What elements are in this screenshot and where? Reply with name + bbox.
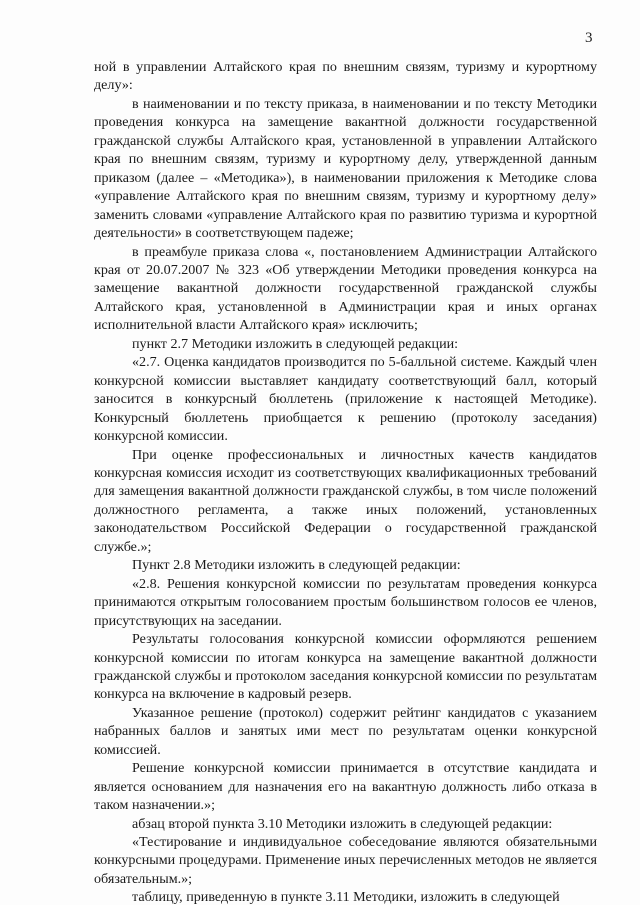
paragraph-item-3-10-intro: абзац второй пункта 3.10 Методики изложить в следующей редакции: [132,815,553,832]
paragraph-item-2-8-text: «2.8. Решения конкурсной комиссии по результатам проведения конкурса принимаются открытым голосованием простым большинством голосов ее членов, присутствующих на заседании. [94,575,597,629]
paragraph-item-2-7-intro: пункт 2.7 Методики изложить в следующей редакции: [132,335,459,352]
paragraph-rating: Указанное решение (протокол) содержит рейтинг кандидатов с указанием набранных баллов и занятых ими мест по результатам оценки конкурсной комиссией. [94,704,597,758]
paragraph-item-2-7-text: «2.7. Оценка кандидатов производится по 5-балльной системе. Каждый член конкурсной комиссии выставляет кандидату соответствующий балл, который заносится в конкурсный бюллетень (приложение к настоящей Методике). Конкурсный бюллетень приобщается к решению (протоколу заседания) конкурсной комиссии. [94,354,597,445]
page-number: 3 [585,30,593,46]
paragraph-item-3-11-intro: таблицу, приведенную в пункте 3.11 Методики, изложить в следующей [132,889,560,906]
paragraph-voting-results: Результаты голосования конкурсной комиссии оформляются решением конкурсной комиссии по итогам конкурса на замещение вакантной должности гражданской службы и протоколом заседания конкурсной комиссии по результатам конкурса на включение в кадровый резерв. [94,631,597,703]
paragraph-continuation: ной в управлении Алтайского края по внешним связям, туризму и курортному делу»: [94,59,597,94]
paragraph-item-2-7-evaluation: При оценке профессиональных и личностных качеств кандидатов конкурсная комиссия исходит из соответствующих квалификационных требований для замещения вакантной должности гражданской службы, в том числе положений должностного регламента, а также иных положений, установленных законодательством Российской Федерации о государственной гражданской службе.»; [94,446,597,555]
paragraph-item-2-8-intro: Пункт 2.8 Методики изложить в следующей редакции: [132,557,461,574]
document-body [94,58,597,907]
paragraph-item-3-10-text: «Тестирование и индивидуальное собеседование являются обязательными конкурсными процедурами. Применение иных перечисленных методов не является обязательным.»; [94,834,597,887]
paragraph-decision: Решение конкурсной комиссии принимается в отсутствие кандидата и является основанием для назначения его на вакантную должность либо отказа в таком назначении.»; [94,760,597,814]
paragraph-rename-clause: в наименовании и по тексту приказа, в наименовании и по тексту Методики проведения конкурса на замещение вакантной должности государственной гражданской службы Алтайского края, установленной в управлении Алтайского края по внешним связям, туризму и курортному делу, утвержденной данным приказом (далее – «Методика»), в наименовании приложения к Методике слова «управление Алтайского края по внешним связям, туризму и курортному делу» заменить словами «управление Алтайского края по развитию туризма и курортной деятельности» в соответствующем падеже; [94,95,597,242]
paragraph-preamble-clause: в преамбуле приказа слова «, постановлением Администрации Алтайского края от 20.07.2007 № 323 «Об утверждении Методики проведения конкурса на замещение вакантной должности государственной гражданской службы Алтайского края, установленной в Администрации края и иных органах исполнительной власти Алтайского края» исключить; [94,243,597,334]
